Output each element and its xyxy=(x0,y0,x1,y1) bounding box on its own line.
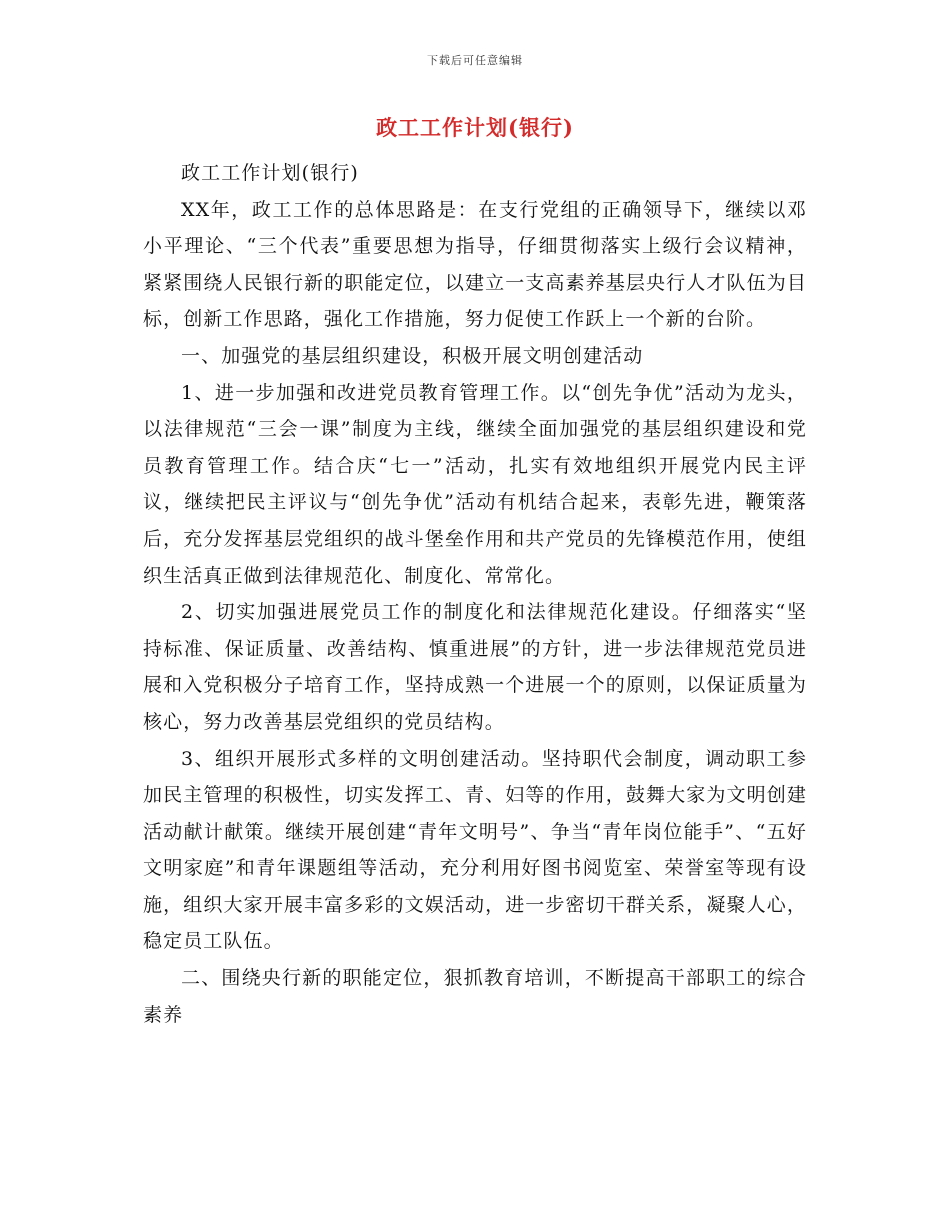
subtitle-paragraph: 政工工作计划(银行) xyxy=(181,162,359,184)
document-title: 政工工作计划(银行) xyxy=(376,115,574,140)
item-paragraph-1: 1、进一步加强和改进党员教育管理工作。以“创先争优”活动为龙头，以法律规范“三会一课”制度为主线，继续全面加强党的基层组织建设和党员教育管理工作。结合庆“七一”活动，扎实有效地组织开展党内民主评议，继续把民主评议与“创先争优”活动有机结合起来，表彰先进，鞭策落后，充分发挥基层党组织的战斗堡垒作用和共产党员的先锋模范作用，使组织生活真正做到法律规范化、制度化、常常化。 xyxy=(143,381,807,587)
item-paragraph-2: 2、切实加强进展党员工作的制度化和法律规范化建设。仔细落实“坚持标准、保证质量、改善结构、慎重进展”的方针，进一步法律规范党员进展和入党积极分子培育工作，坚持成熟一个进展一个的原则，以保证质量为核心，努力改善基层党组织的党员结构。 xyxy=(143,601,807,733)
section-heading-2: 二、围绕央行新的职能定位，狠抓教育培训，不断提高干部职工的综合素养 xyxy=(143,967,807,1026)
intro-paragraph: XX年，政工工作的总体思路是：在支行党组的正确领导下，继续以邓小平理论、“三个代表”重要思想为指导，仔细贯彻落实上级行会议精神，紧紧围绕人民银行新的职能定位，以建立一支高素养基层央行人才队伍为目标，创新工作思路，强化工作措施，努力促使工作跃上一个新的台阶。 xyxy=(143,198,807,331)
item-paragraph-3: 3、组织开展形式多样的文明创建活动。坚持职代会制度，调动职工参加民主管理的积极性，切实发挥工、青、妇等的作用，鼓舞大家为文明创建活动献计献策。继续开展创建“青年文明号”、争当“青年岗位能手”、“五好文明家庭”和青年课题组等活动，充分利用好图书阅览室、荣誉室等现有设施，组织大家开展丰富多彩的文娱活动，进一步密切干群关系，凝聚人心，稳定员工队伍。 xyxy=(143,747,807,953)
page-header-note: 下载后可任意编辑 xyxy=(427,54,523,67)
document-body xyxy=(143,155,807,1033)
section-heading-1: 一、加强党的基层组织建设，积极开展文明创建活动 xyxy=(181,344,644,367)
